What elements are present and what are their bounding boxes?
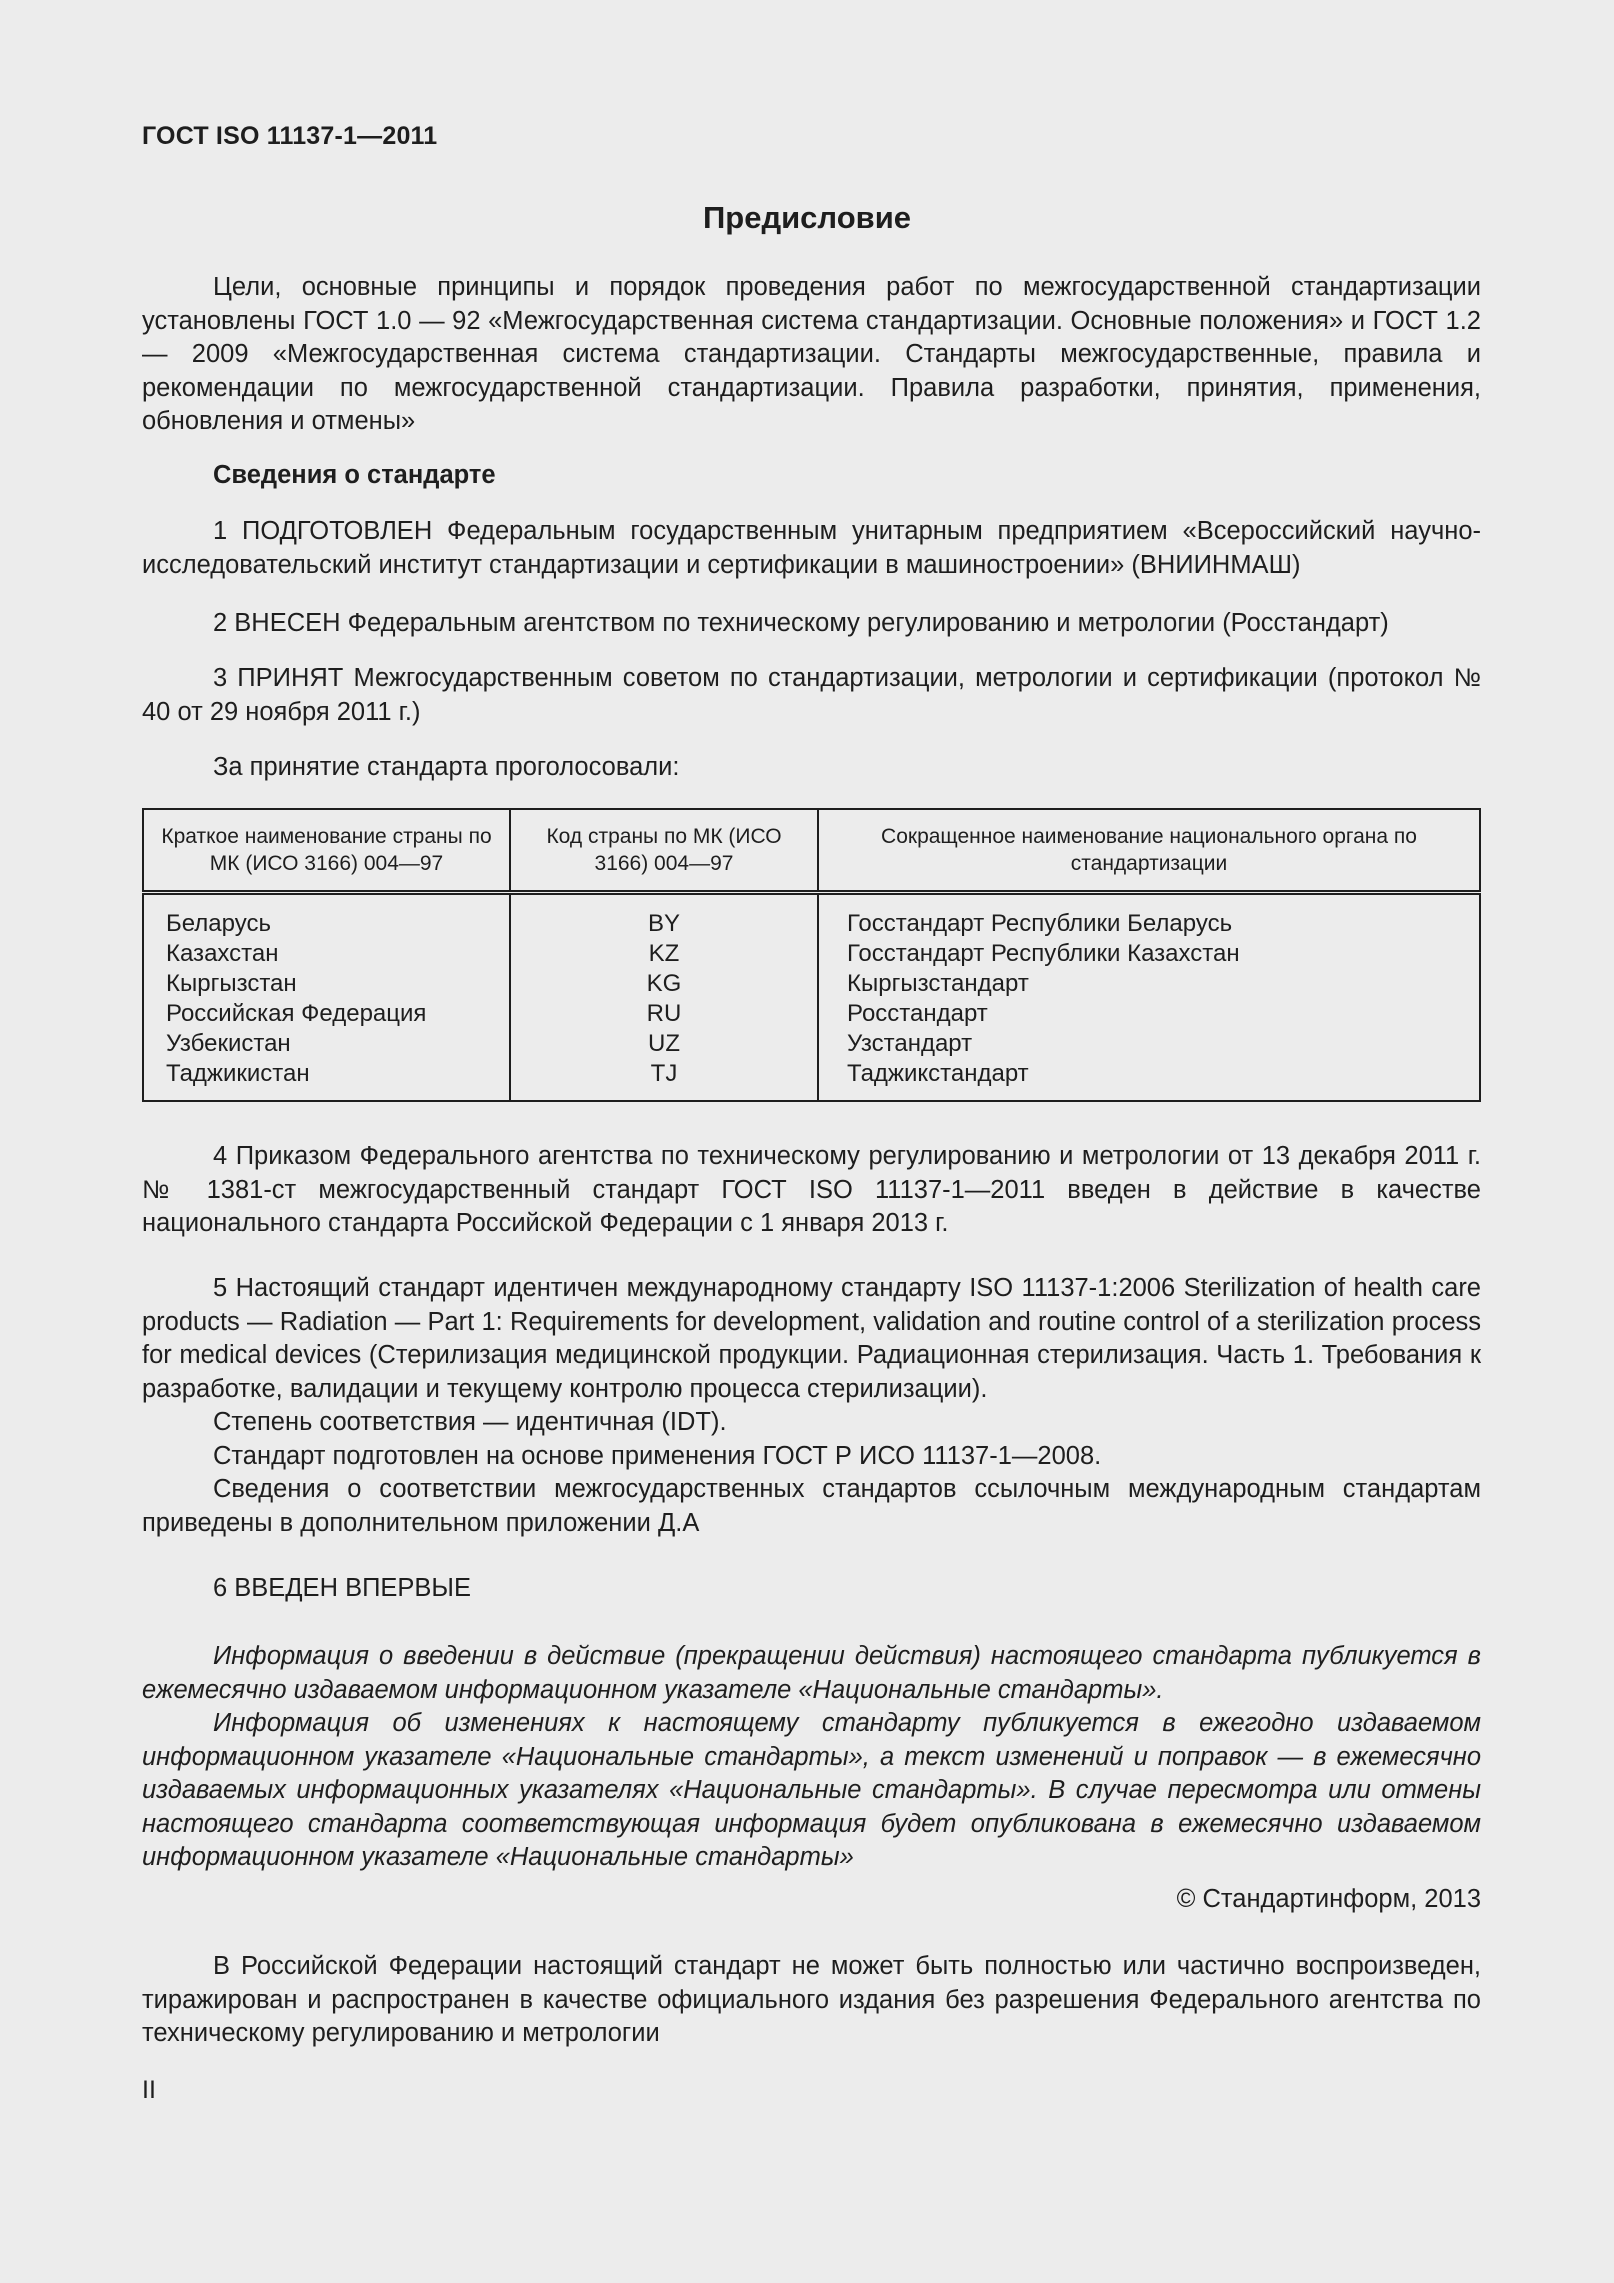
country-name: Узбекистан — [166, 1030, 291, 1057]
standards-body: Росстандарт — [847, 1000, 988, 1027]
item-5-degree: Степень соответствия — идентичная (IDT). — [213, 1408, 727, 1436]
country-name: Кыргызстан — [166, 970, 297, 997]
page-number: II — [142, 2076, 156, 2104]
intro-paragraph: Цели, основные принципы и порядок проведения работ по межгосударственной стандартизации установлены ГОСТ 1.0 — 92 «Межгосударственная система стандартизации. Основные положения» и ГОСТ 1.2 — 2009 «Межгосударственная система стандартизации. Стандарты межгосударственные, правила и рекомендации по межгосударственной стандартизации. Правила разработки, принятия, применения, обновления и отмены» — [142, 273, 1481, 435]
table-cell-countries — [143, 893, 510, 1102]
table-cell-bodies — [818, 893, 1480, 1102]
country-name: Таджикистан — [166, 1060, 310, 1087]
item-2-block — [142, 607, 1481, 641]
item-5-paragraph: 5 Настоящий стандарт идентичен международному стандарту ISO 11137-1:2006 Sterilization of health care products — Radiation — Part 1: Requirements for development, validation and routine control of a sterilization process for medical devices (Стерилизация медицинской продукции. Радиационная стерилизация. Часть 1. Требования к разработке, валидации и текущему контролю процесса стерилизации). — [142, 1274, 1481, 1403]
item-6-paragraph: 6 ВВЕДЕН ВПЕРВЫЕ — [213, 1574, 472, 1602]
country-code: RU — [646, 1000, 682, 1027]
intro-block — [142, 271, 1481, 439]
country-code: BY — [647, 910, 680, 937]
item-3-paragraph: 3 ПРИНЯТ Межгосударственным советом по стандартизации, метрологии и сертификации (протокол № 40 от 29 ноября 2011 г.) — [142, 664, 1481, 726]
item-4-paragraph: 4 Приказом Федерального агентства по техническому регулированию и метрологии от 13 декабря 2011 г. № 1381-ст межгосударственный стандарт ГОСТ ISO 11137-1—2011 введен в действие в качестве национального стандарта Российской Федерации с 1 января 2013 г. — [142, 1142, 1481, 1237]
notice-paragraph-1: Информация о введении в действие (прекращении действия) настоящего стандарта публикуется в ежемесячно издаваемом информационном указателе «Национальные стандарты». — [142, 1642, 1481, 1704]
country-code: KZ — [648, 940, 680, 967]
notice-paragraph-2: Информация об изменениях к настоящему стандарту публикуется в ежегодно издаваемом информационном указателе «Национальные стандарты», а текст изменений и поправок — в ежемесячно издаваемых информационных указателях «Национальные стандарты». В случае пересмотра или отмены настоящего стандарта соответствующая информация будет опубликована в ежемесячно издаваемом информационном указателе «Национальные стандарты» — [142, 1709, 1481, 1871]
vote-intro-block — [142, 751, 1481, 785]
table-header-body: Сокращенное наименование национального органа по стандартизации — [818, 809, 1480, 893]
country-name: Казахстан — [166, 940, 279, 967]
table-row — [143, 893, 1480, 1102]
info-heading-block — [142, 459, 1481, 493]
item-1-paragraph: 1 ПОДГОТОВЛЕН Федеральным государственным унитарным предприятием «Всероссийский научно-исследовательский институт стандартизации и сертификации в машиностроении» (ВНИИНМАШ) — [142, 517, 1481, 579]
table-header-country: Краткое наименование страны по МК (ИСО 3166) 004—97 — [143, 809, 510, 893]
vote-intro: За принятие стандарта проголосовали: — [213, 753, 680, 781]
standards-body: Таджикстандарт — [847, 1060, 1029, 1087]
publication-notice-block — [142, 1640, 1481, 1875]
standards-body: Узстандарт — [847, 1030, 973, 1057]
country-name: Российская Федерация — [166, 1000, 427, 1027]
copyright-line: © Стандартинформ, 2013 — [1176, 1885, 1481, 1913]
country-code: UZ — [648, 1030, 680, 1057]
item-3-block — [142, 662, 1481, 729]
voting-table — [142, 808, 1481, 1102]
standards-body: Госстандарт Республики Беларусь — [847, 910, 1233, 937]
item-5-block — [142, 1272, 1481, 1540]
table-cell-codes — [510, 893, 818, 1102]
restriction-block — [142, 1950, 1481, 2051]
table-header-row — [143, 809, 1480, 893]
item-4-block — [142, 1140, 1481, 1241]
country-code: TJ — [650, 1060, 678, 1087]
country-code: KG — [646, 970, 682, 997]
item-5-basis: Стандарт подготовлен на основе применения ГОСТ Р ИСО 11137-1—2008. — [213, 1441, 1102, 1470]
table-header-code: Код страны по МК (ИСО 3166) 004—97 — [510, 809, 818, 893]
page-title: Предисловие — [702, 200, 911, 235]
info-heading: Сведения о стандарте — [213, 461, 496, 489]
restriction-paragraph: В Российской Федерации настоящий стандарт не может быть полностью или частично воспроизведен, тиражирован и распространен в качестве официального издания без разрешения Федерального агентства по техническому регулированию и метрологии — [142, 1952, 1481, 2047]
standards-body: Госстандарт Республики Казахстан — [847, 940, 1240, 967]
item-2-paragraph: 2 ВНЕСЕН Федеральным агентством по техническому регулированию и метрологии (Росстандарт) — [213, 609, 1389, 637]
country-name: Беларусь — [166, 910, 271, 937]
item-6-block — [142, 1572, 1481, 1606]
item-1-block — [142, 515, 1481, 582]
document-code-header: ГОСТ ISO 11137-1—2011 — [142, 122, 438, 150]
standards-body: Кыргызстандарт — [847, 970, 1029, 997]
item-5-references: Сведения о соответствии межгосударственных стандартов ссылочным международным стандартам приведены в дополнительном приложении Д.А — [142, 1475, 1481, 1537]
